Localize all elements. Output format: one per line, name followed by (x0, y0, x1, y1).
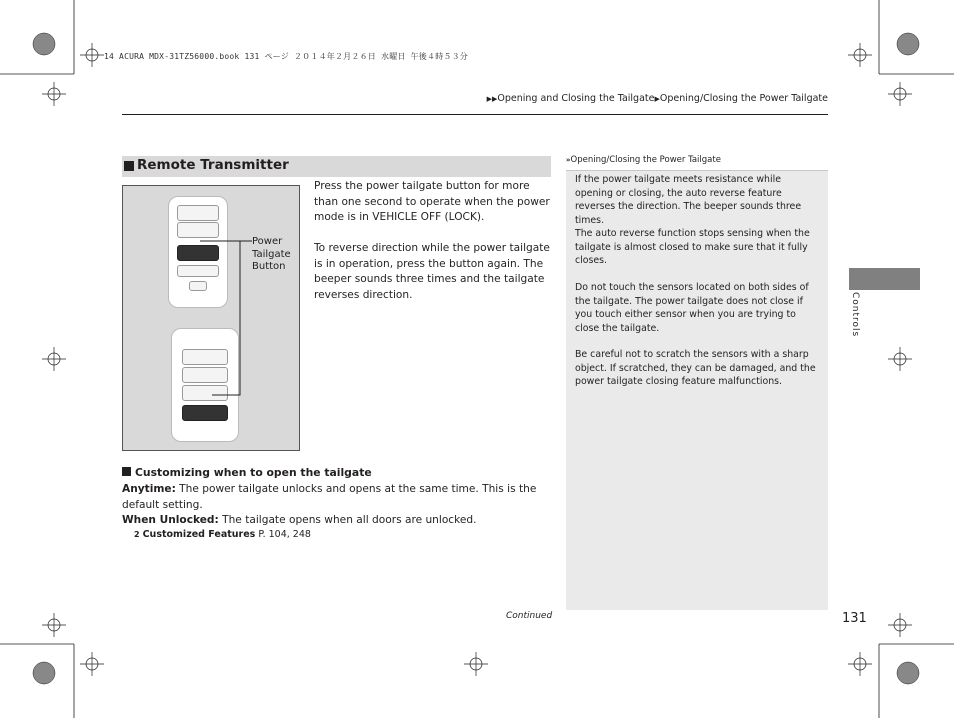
xref-customized-features[interactable] (134, 529, 311, 540)
heading-square-icon (122, 467, 131, 476)
chapter-label: Controls (850, 292, 860, 338)
callout-leader (200, 235, 260, 405)
breadcrumb-separator: ▶ (654, 95, 660, 103)
anytime-setting (122, 482, 552, 513)
continued-label: Continued (506, 611, 553, 621)
customizing-heading: Customizing when to open the tailgate (122, 466, 372, 479)
side-paragraph-2: The auto reverse function stops sensing when the tailgate is almost closed to make sure that it fully closes. (575, 228, 810, 266)
xref-label[interactable]: Customized Features (142, 529, 256, 540)
section-title: Remote Transmitter (137, 157, 289, 173)
chapter-tab (849, 268, 920, 290)
side-paragraph-1: If the power tailgate meets resistance while opening or closing, the auto reverse feature reverses the direction. The beeper sounds three times. (575, 174, 802, 226)
side-paragraph-3: Do not touch the sensors located on both sides of the tailgate. The power tailgate does not close if you touch either sensor when you are trying to close the tailgate. (575, 282, 809, 334)
section-header (122, 156, 551, 177)
anytime-label: Anytime: (122, 483, 176, 495)
callout-line-2: Tailgate (252, 248, 291, 260)
when-unlocked-text: The tailgate opens when all doors are unlocked. (218, 514, 477, 526)
side-note-header: »Opening/Closing the Power Tailgate (566, 155, 828, 171)
callout-label (252, 236, 291, 274)
side-paragraph-4: Be careful not to scratch the sensors with a sharp object. If scratched, they can be damaged, and the power tailgate closing feature malfunctions. (575, 349, 816, 387)
print-info: 14 ACURA MDX-31TZ56000.book 131 ページ ２０１４年２月２６日 水曜日 午後４時５３分 (104, 52, 469, 61)
section-square-icon (124, 161, 134, 171)
xref-pages: P. 104, 248 (255, 529, 311, 540)
breadcrumb-item-2: Opening/Closing the Power Tailgate (659, 93, 828, 104)
breadcrumb-item-1: Opening and Closing the Tailgate (497, 93, 655, 104)
main-paragraph-1: Press the power tailgate button for more than one second to operate when the power mode is in VEHICLE OFF (LOCK). (314, 180, 550, 223)
header-rule (122, 114, 828, 115)
anytime-text: The power tailgate unlocks and opens at the same time. This is the default setting. (122, 483, 537, 511)
side-arrow-icon: » (566, 156, 571, 164)
breadcrumb-arrows: ▶▶ (486, 95, 498, 103)
callout-line-1: Power (252, 236, 283, 247)
main-paragraph-2: To reverse direction while the power tailgate is in operation, press the button again. The beeper sounds three times and the tailgate reverses direction. (314, 242, 550, 301)
breadcrumb (487, 93, 828, 104)
page-number: 131 (842, 611, 867, 626)
callout-line-3: Button (252, 261, 286, 272)
when-unlocked-setting (122, 513, 552, 529)
when-unlocked-label: When Unlocked: (122, 514, 219, 526)
xref-arrow-icon: 2 (134, 530, 140, 539)
